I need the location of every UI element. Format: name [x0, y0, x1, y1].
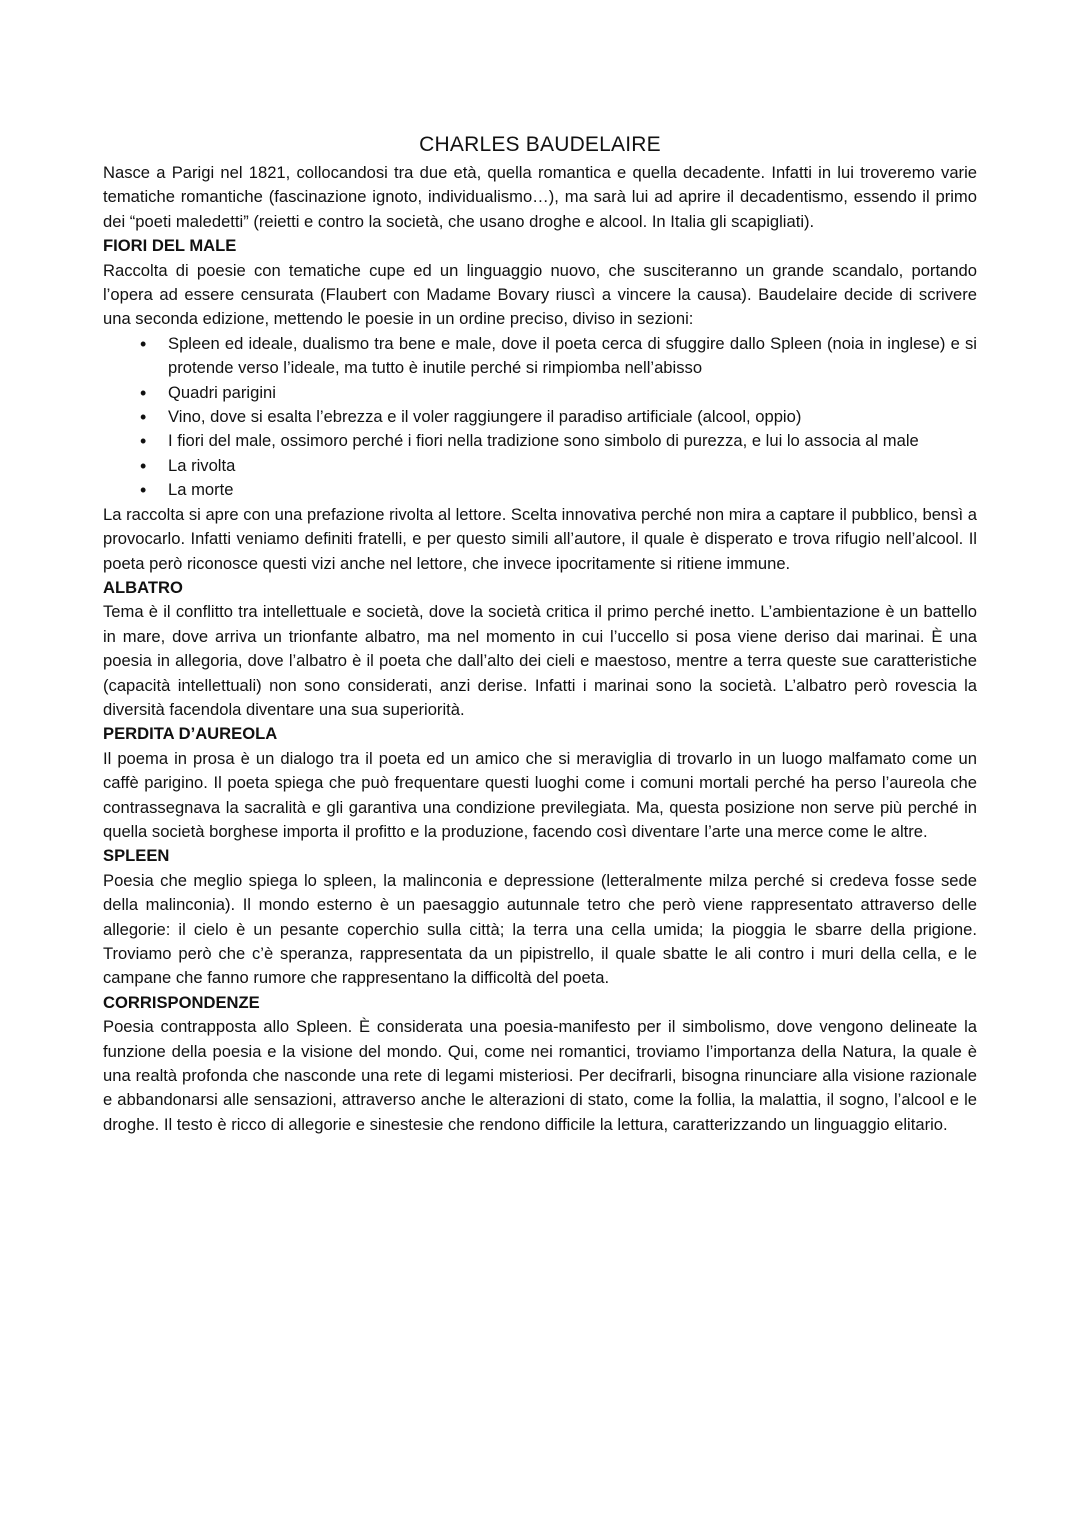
intro-paragraph: Nasce a Parigi nel 1821, collocandosi tra due età, quella romantica e quella decadente. Infatti in lui troveremo varie tematiche romantiche (fascinazione ignoto, individualismo…), ma sarà lui ad aprire il decadentismo, essendo il primo dei “poeti maledetti” (reietti e contro la società, che usano droghe e alcool. In Italia gli scapigliati).: [103, 163, 977, 231]
list-item: • Spleen ed ideale, dualismo tra bene e male, dove il poeta cerca di sfuggire dallo Spleen (noia in inglese) e si protende verso l’ideale, ma tutto è inutile perché si rimpiomba nell’abisso: [168, 332, 977, 381]
sections-list: [103, 332, 977, 503]
spleen-paragraph: Poesia che meglio spiega lo spleen, la malinconia e depressione (letteralmente milza perché si credeva fosse sede della malinconia). Il mondo esterno è un paesaggio autunnale tetro che però viene rappresentato attraverso delle allegorie: il cielo è un pesante coperchio sulla città; la terra una cella umida; la pioggia le sbarre della prigione. Troviamo però che c’è speranza, rappresentata da un pipistrello, il quale sbatte le ali contro i muri della cella, e le campane che fanno rumore che rappresentano la difficoltà del poeta.: [103, 870, 977, 988]
fiori-paragraph-1: Raccolta di poesie con tematiche cupe ed un linguaggio nuovo, che susciteranno un grande scandalo, portando l’opera ad essere censurata (Flaubert con Madame Bovary riuscì a vincere la causa). Baudelaire decide di scrivere una seconda edizione, mettendo le poesie in un ordine preciso, diviso in sezioni:: [103, 260, 977, 329]
page-title: CHARLES BAUDELAIRE: [419, 133, 661, 156]
list-item: • La morte: [168, 478, 977, 502]
corrispondenze-paragraph: Poesia contrapposta allo Spleen. È considerata una poesia-manifesto per il simbolismo, dove vengono delineate la funzione della poesia e la visione del mondo. Qui, come nei romantici, troviamo l’importanza della Natura, la quale è una realtà profonda che nasconde una rete di legami misteriosi. Per decifrarli, bisogna rinunciare alla visione razionale e abbandonarsi alle sensazioni, attraverso anche le alterazioni di stato, come la follia, la malattia, il sogno, l’alcool e le droghe. Il testo è ricco di allegorie e sinestesie che rendono difficile la lettura, caratterizzando un linguaggio elitario.: [103, 1017, 977, 1134]
document-body: [103, 131, 977, 1137]
section-heading-albatro: ALBATRO: [103, 577, 183, 597]
fiori-paragraph-2: La raccolta si apre con una prefazione rivolta al lettore. Scelta innovativa perché non mira a captare il pubblico, bensì a provocarlo. Infatti veniamo definiti fratelli, e per questo simili all’autore, il quale è disperato e trova rifugio nell’alcool. Il poeta però riconosce questi vizi anche nel lettore, che invece ipocritamente si ritiene immune.: [103, 504, 977, 573]
aureola-paragraph: Il poema in prosa è un dialogo tra il poeta ed un amico che si meraviglia di trovarlo in un luogo malfamato come un caffè parigino. Il poeta spiega che può frequentare questi luoghi come i comuni mortali perché ha perso l’aureola che contrassegnava la sacralità e gli garantiva una condizione previlegiata. Ma, questa posizione non serve più perché in quella società borghese importa il profitto e la produzione, facendo così diventare l’arte una merce come le altre.: [103, 748, 977, 841]
list-item: • I fiori del male, ossimoro perché i fiori nella tradizione sono simbolo di purezza, e lui lo associa al male: [168, 429, 977, 453]
list-item: • La rivolta: [168, 454, 977, 478]
section-heading-fiori-del-male: FIORI DEL MALE: [103, 236, 237, 256]
list-item: • Quadri parigini: [168, 381, 977, 405]
section-heading-corrispondenze: CORRISPONDENZE: [103, 992, 260, 1012]
list-item: • Vino, dove si esalta l’ebrezza e il voler raggiungere il paradiso artificiale (alcool, oppio): [168, 405, 977, 429]
albatro-paragraph: Tema è il conflitto tra intellettuale e società, dove la società critica il primo perché inetto. L’ambientazione è un battello in mare, dove arriva un trionfante albatro, ma nel momento in cui l’uccello si posa viene deriso dai marinai. È una poesia in allegoria, dove l’albatro è il poeta che dall’alto dei cieli e maestoso, mentre a terra queste sue caratteristiche (capacità intellettuali) non sono considerati, anzi derise. Infatti i marinai sono la società. L’albatro però rovescia la diversità facendola diventare una sua superiorità.: [103, 602, 977, 719]
section-heading-perdita-aureola: PERDITA D’AUREOLA: [103, 724, 278, 744]
section-heading-spleen: SPLEEN: [103, 846, 170, 866]
